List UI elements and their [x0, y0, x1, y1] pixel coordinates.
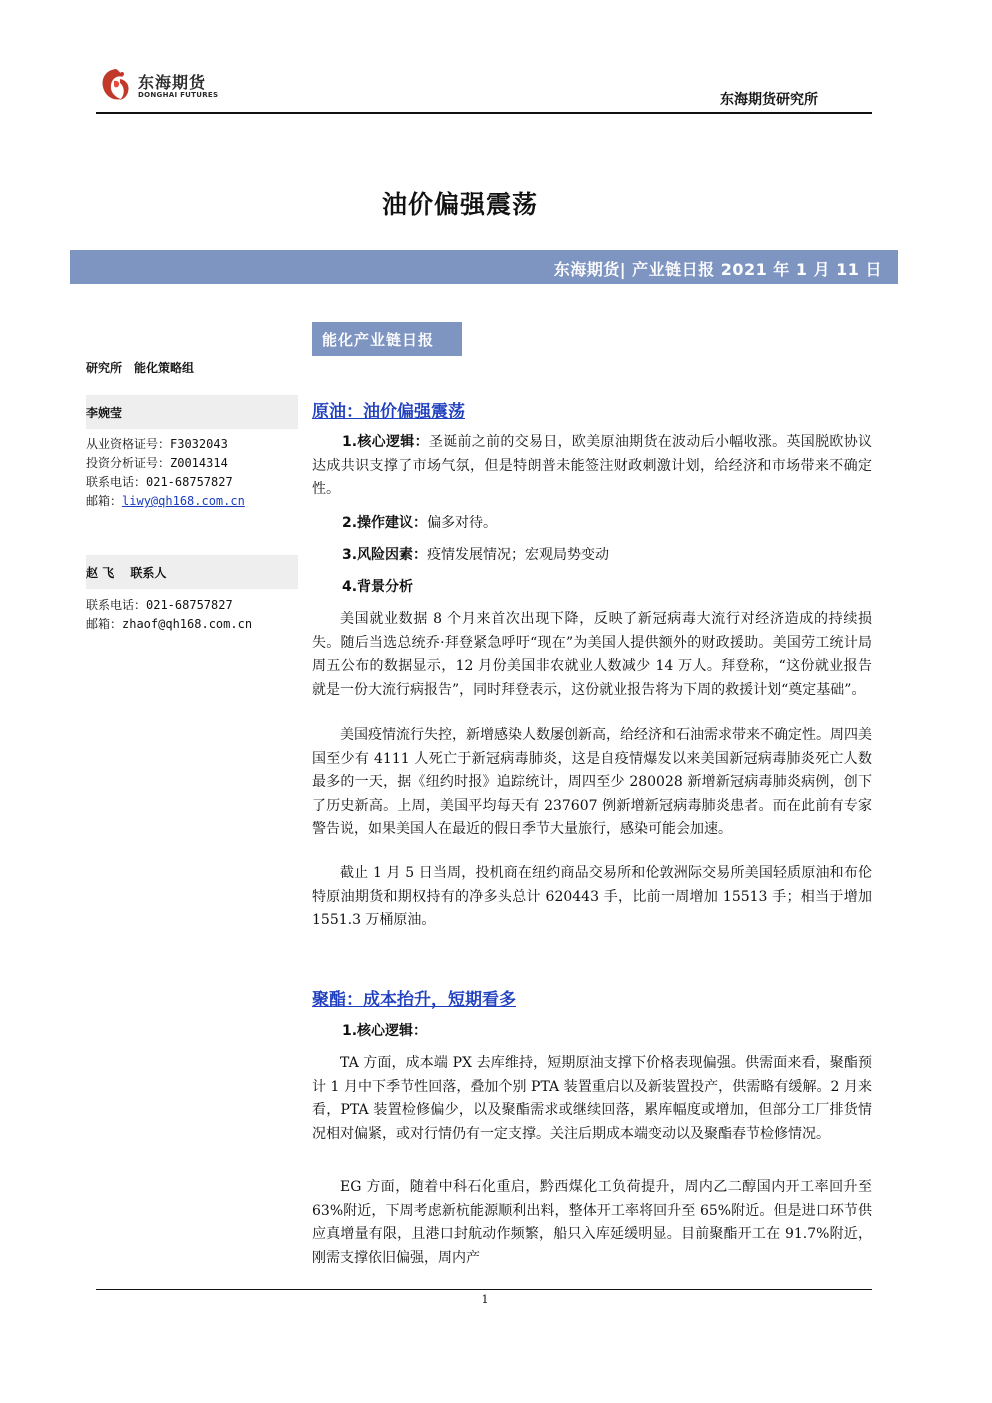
section-badge-text: 能化产业链日报 [322, 331, 435, 349]
contact-name: 赵 飞 联系人 [86, 566, 167, 580]
section-badge [312, 322, 462, 356]
email-link[interactable]: liwy@qh168.com.cn [122, 494, 245, 508]
crude-advice-label: 2.操作建议： [342, 515, 428, 531]
crude-logic-text: 圣诞前之前的交易日，欧美原油期货在波动后小幅收涨。英国脱欧协议达成共识支撑了市场气氛，但是特朗普未能签注财政刺激计划，给经济和市场带来不确定性。 [312, 434, 873, 497]
crude-paragraph: 美国就业数据 8 个月来首次出现下降，反映了新冠病毒大流行对经济造成的持续损失。随后当选总统乔·拜登紧急呼吁“现在”为美国人提供额外的财政援助。美国劳工统计局周五公布的数据显示，12 月份美国非农就业人数减少 14 万人。拜登称，“这份就业报告就是一份大流行病报告”，同时拜登表示，这份就业报告将为下周的救援计划“奠定基础”。 [312, 611, 872, 698]
banner-text: 东海期货| 产业链日报 2021 年 1 月 11 日 [553, 260, 882, 279]
contact-name-box [86, 555, 298, 589]
contact-line: 联系电话：021-68757827 [86, 598, 233, 612]
company-logo [98, 66, 238, 106]
crude-risk-label: 3.风险因素： [342, 547, 428, 563]
crude-advice [342, 512, 872, 536]
polyester-heading[interactable]: 聚酯：成本抬升，短期看多 [312, 990, 516, 1010]
polyester-logic [342, 1020, 872, 1044]
crude-bg-label: 4.背景分析 [342, 579, 414, 595]
crude-risk [342, 544, 872, 568]
analyst-line: 从业资格证号：F3032043 [86, 437, 228, 451]
crude-heading[interactable]: 原油：油价偏强震荡 [312, 402, 465, 422]
sidebar-org: 研究所 能化策略组 [86, 361, 195, 375]
crude-background-label [342, 576, 872, 600]
analyst-email-line [86, 492, 245, 511]
analyst-name-box [86, 395, 298, 429]
polyester-paragraph: EG 方面，随着中科石化重启，黔西煤化工负荷提升，周内乙二醇国内开工率回升至 63%附近，下周考虑新杭能源顺利出料，整体开工率将回升至 65%附近。但是进口环节供应真增量有限，且港口封航动作频繁，船只入库延缓明显。目前聚酯开工在 91.7%附近，刚需支撑依旧偏强，周内产 [312, 1179, 872, 1266]
polyester-paragraph: TA 方面，成本端 PX 去库维持，短期原油支撑下价格表现偏强。供需面来看，聚酯预计 1 月中下季节性回落，叠加个别 PTA 装置重启以及新装置投产，供需略有缓解。2 月来看，PTA 装置检修偏少，以及聚酯需求或继续回落，累库幅度或增加，但部分工厂排货情况相对偏紧，或对行情仍有一定支撑。关注后期成本端变动以及聚酯春节检修情况。 [312, 1055, 872, 1142]
crude-logic [312, 431, 872, 502]
contact-details [86, 596, 252, 634]
email-label: 邮箱： [86, 494, 123, 508]
contact-line: 邮箱：zhaof@qh168.com.cn [86, 617, 253, 631]
footer-divider [96, 1289, 872, 1290]
analyst-line: 联系电话：021-68757827 [86, 475, 233, 489]
institute-name: 东海期货研究所 [720, 92, 818, 108]
crude-paragraph: 截止 1 月 5 日当周，投机商在纽约商品交易所和伦敦洲际交易所美国轻质原油和布伦特原油期货和期权持有的净多头总计 620443 手，比前一周增加 15513 手；相当于增加 1551.3 万桶原油。 [312, 865, 872, 928]
dragon-logo-icon [98, 66, 134, 104]
polyester-logic-label: 1.核心逻辑： [342, 1023, 428, 1039]
crude-risk-text: 疫情发展情况；宏观局势变动 [427, 547, 610, 563]
analyst-line: 投资分析证号：Z0014314 [86, 456, 228, 470]
logo-text-en: DONGHAI FUTURES [138, 91, 219, 99]
analyst-contact [86, 435, 245, 511]
page-number: 1 [481, 1293, 489, 1306]
crude-paragraph: 美国疫情流行失控，新增感染人数屡创新高，给经济和石油需求带来不确定性。周四美国至少有 4111 人死亡于新冠病毒肺炎，这是自疫情爆发以来美国新冠病毒肺炎死亡人数最多的一天，据《纽约时报》追踪统计，周四至少 280028 新增新冠病毒肺炎病例，创下了历史新高。上周，美国平均每天有 237607 例新增新冠病毒肺炎患者。而在此前有专家警告说，如果美国人在最近的假日季节大量旅行，感染可能会加速。 [312, 727, 872, 837]
crude-advice-text: 偏多对待。 [427, 515, 498, 531]
report-title: 油价偏强震荡 [381, 190, 538, 219]
analyst-name: 李婉莹 [86, 406, 123, 420]
logo-text-cn: 东海期货 [138, 73, 207, 92]
header-divider [96, 112, 872, 114]
crude-logic-label: 1.核心逻辑： [342, 434, 429, 450]
date-banner [70, 250, 898, 284]
